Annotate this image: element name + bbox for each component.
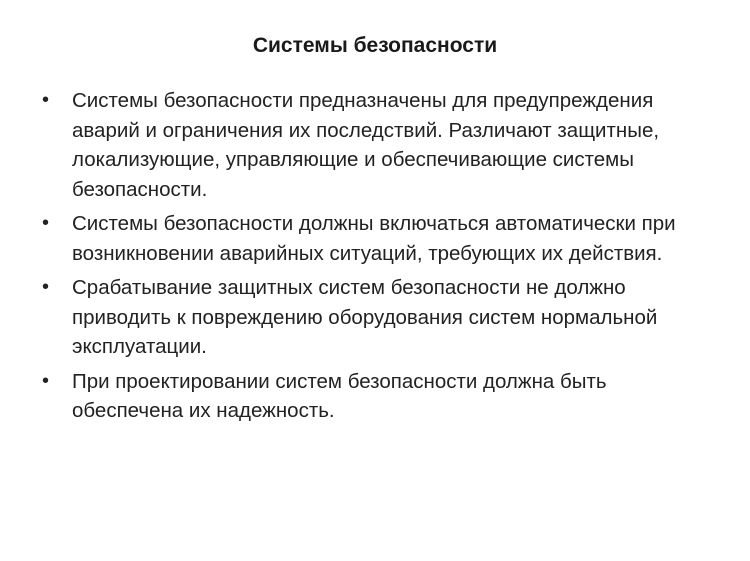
bullet-marker: • [42,89,50,111]
bullet-text: Срабатывание защитных систем безопасности не должно приводить к повреждению оборудования систем нормальной эксплуатации. [72,276,658,358]
bullet-item [40,86,700,204]
bullet-item [40,209,700,268]
bullet-marker: • [42,212,50,234]
bullet-text: Системы безопасности должны включаться автоматически при возникновении аварийных ситуаций, требующих их действия. [72,212,676,265]
bullet-item [40,273,700,362]
bullet-marker: • [42,276,50,298]
bullet-marker: • [42,369,50,392]
bullet-list [40,86,700,431]
bullet-text: При проектировании систем безопасности должна быть обеспечена их надежность. [72,369,607,422]
bullet-item [40,367,700,426]
bullet-text: Системы безопасности предназначены для предупреждения аварий и ограничения их последствий. Различают защитные, локализующие, управляющие и обеспечивающие системы безопасности. [72,89,660,201]
slide-title: Системы безопасности [252,34,498,57]
